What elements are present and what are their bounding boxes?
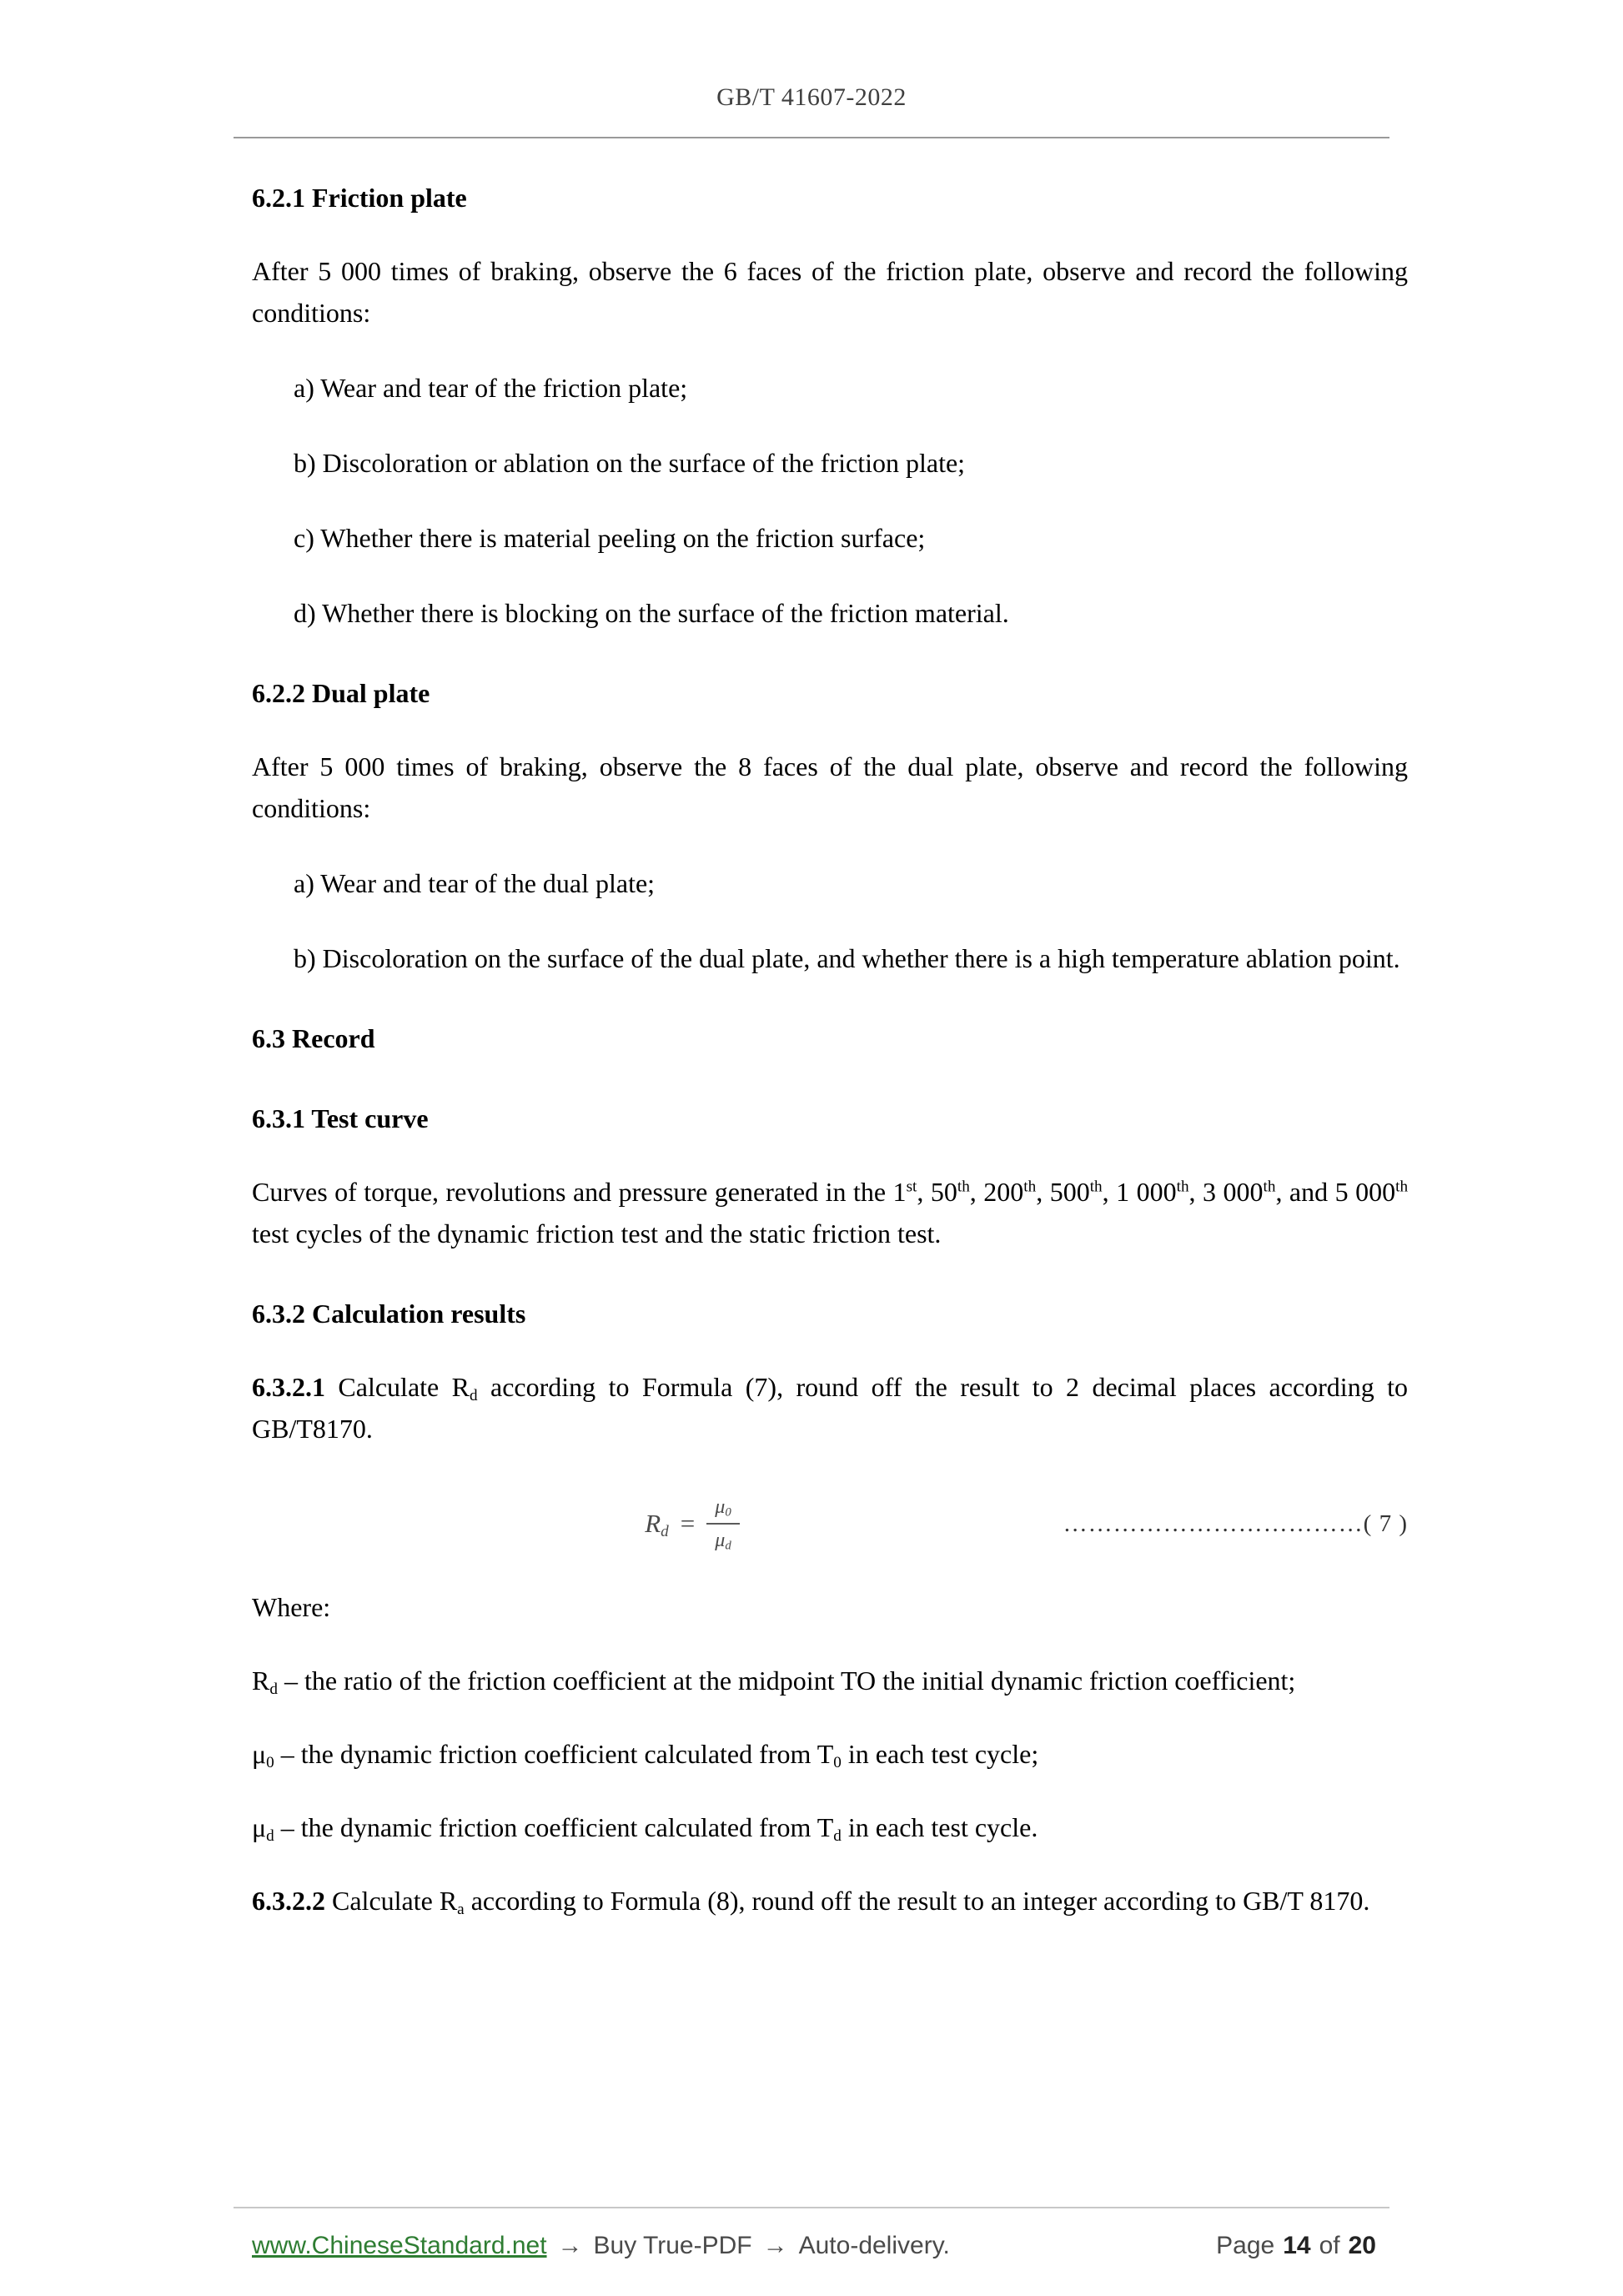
page-current: 14 <box>1283 2232 1311 2259</box>
fraction-denominator: $\mu_d$ <box>715 1530 731 1553</box>
list-item-c: c) Whether there is material peeling on the friction surface; <box>294 523 926 553</box>
page-total: 20 <box>1348 2232 1376 2259</box>
heading-6-3: 6.3 Record <box>252 1023 375 1053</box>
list-item-b: b) Discoloration on the surface of the dual plate, and whether there is a high temperature ablation point. <box>294 943 1400 973</box>
fraction-numerator: $\mu_0$ <box>706 1493 739 1525</box>
formula-fraction <box>706 1493 739 1555</box>
of-label: of <box>1319 2232 1340 2259</box>
formula-lhs: $R_d$ <box>645 1509 669 1540</box>
definition-mu0: $\mu_0$ – the dynamic friction coefficient calculated from $T_0$ in each test cycle; <box>252 1739 1039 1771</box>
header-divider <box>234 137 1389 138</box>
arrow-icon: → <box>557 2232 583 2259</box>
list-item-d: d) Whether there is blocking on the surface of the friction material. <box>294 598 1009 628</box>
standard-number: GB/T 41607-2022 <box>716 83 907 111</box>
page-indicator <box>1216 2232 1376 2260</box>
heading-6-2-2: 6.2.2 Dual plate <box>252 678 430 708</box>
formula-7 <box>252 1493 1408 1555</box>
arrow-icon: → <box>762 2232 788 2259</box>
paragraph-6-3-2-1: 6.3.2.1 Calculate $R_d$ according to Formula (7), round off the result to 2 decimal places according to GB/T8170. <box>252 1372 1409 1444</box>
paragraph-6-3-2-2: 6.3.2.2 Calculate $R_a$ according to Formula (8), round off the result to an integer according to GB/T 8170. <box>252 1886 1370 1918</box>
heading-6-3-2: 6.3.2 Calculation results <box>252 1299 526 1329</box>
where-label: Where: <box>252 1592 331 1622</box>
footer-delivery-text: Auto-delivery. <box>798 2232 950 2259</box>
document-content <box>252 177 1408 1922</box>
definition-mud: $\mu_d$ – the dynamic friction coefficient calculated from $T_d$ in each test cycle. <box>252 1812 1038 1845</box>
paragraph-6-2-1-intro: After 5 000 times of braking, observe the 6 faces of the friction plate, observe and record the following conditions: <box>252 256 1408 328</box>
footer-links <box>252 2232 950 2260</box>
heading-6-3-1: 6.3.1 Test curve <box>252 1103 429 1133</box>
formula-number: ………………………………( 7 ) <box>1063 1510 1408 1537</box>
list-item-a: a) Wear and tear of the dual plate; <box>294 868 656 898</box>
list-item-a: a) Wear and tear of the friction plate; <box>294 373 688 403</box>
definition-rd: $R_d$ – the ratio of the friction coefficient at the midpoint TO the initial dynamic friction coefficient; <box>252 1665 1296 1698</box>
paragraph-6-2-2-intro: After 5 000 times of braking, observe the 8 faces of the dual plate, observe and record the following conditions: <box>252 751 1408 823</box>
footer-buy-text: Buy True-PDF <box>593 2232 752 2259</box>
paragraph-6-3-1: Curves of torque, revolutions and pressure generated in the 1st, 50th, 200th, 500th, 1 000th, 3 000th, and 5 000th test cycles of the dynamic friction test and the static friction test. <box>252 1177 1409 1248</box>
equals-sign: = <box>680 1509 696 1538</box>
page-footer <box>252 2232 1376 2260</box>
heading-6-2-1: 6.2.1 Friction plate <box>252 183 467 213</box>
formula-expression <box>645 1493 740 1555</box>
page-label: Page <box>1216 2232 1275 2259</box>
footer-divider <box>234 2207 1389 2208</box>
chinesestandard-link[interactable]: www.ChineseStandard.net <box>252 2232 547 2259</box>
list-item-b: b) Discoloration or ablation on the surface of the friction plate; <box>294 448 966 478</box>
